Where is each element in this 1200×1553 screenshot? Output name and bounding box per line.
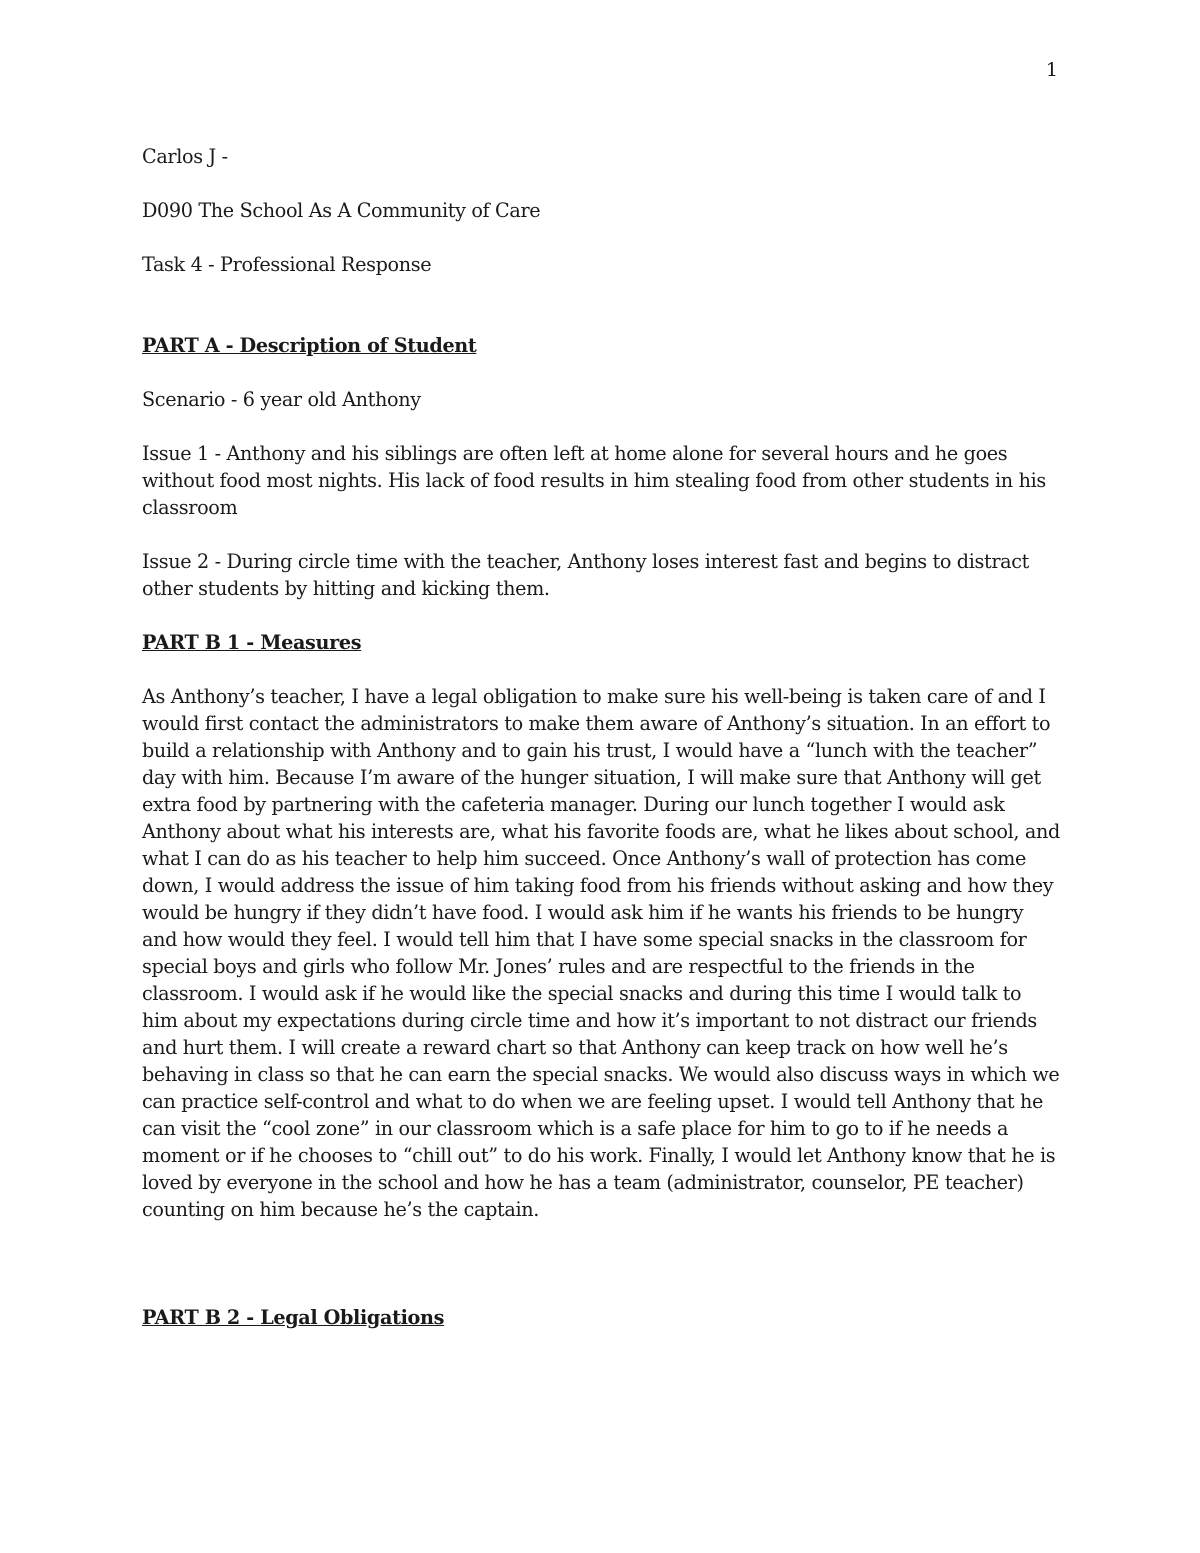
scenario-paragraph: Scenario - 6 year old Anthony	[142, 388, 421, 411]
part-b1-heading: PART B 1 - Measures	[142, 631, 362, 654]
part-b1-paragraph: As Anthony’s teacher, I have a legal obligation to make sure his well-being is taken care of and I would first contact the administrators to make them aware of Anthony’s situation. In an effort to build a relationship with Anthony and to gain his trust, I would have a “lunch with the teacher” day with him. Because I’m aware of the hunger situation, I will make sure that Anthony will get extra food by partnering with the cafeteria manager. During our lunch together I would ask Anthony about what his interests are, what his favorite foods are, what he likes about school, and what I can do as his teacher to help him succeed. Once Anthony’s wall of protection has come down, I would address the issue of him taking food from his friends without asking and how they would be hungry if they didn’t have food. I would ask him if he wants his friends to be hungry and how would they feel. I would tell him that I have some special snacks in the classroom for special boys and girls who follow Mr. Jones’ rules and are respectful to the friends in the classroom. I would ask if he would like the special snacks and during this time I would talk to him about my expectations during circle time and how it’s important to not distract our friends and hurt them. I will create a reward chart so that Anthony can keep track on how well he’s behaving in class so that he can earn the special snacks. We would also discuss ways in which we can practice self-control and what to do when we are feeling upset. I would tell Anthony that he can visit the “cool zone” in our classroom which is a safe place for him to go to if he needs a moment or if he chooses to “chill out” to do his work. Finally, I would let Anthony know that he is loved by everyone in the school and how he has a team (administrator, counselor, PE teacher) counting on him because he’s the captain.	[142, 685, 1060, 1221]
spacer	[142, 1223, 1060, 1304]
task-line: Task 4 - Professional Response	[142, 253, 432, 276]
spacer	[142, 278, 1060, 332]
document-body	[142, 143, 1060, 1358]
author-line: Carlos J -	[142, 145, 228, 168]
part-a-heading: PART A - Description of Student	[142, 334, 477, 357]
page-number: 1	[1045, 59, 1058, 81]
issue-1-paragraph: Issue 1 - Anthony and his siblings are often left at home alone for several hours and he goes without food most nights. His lack of food results in him stealing food from other students in his classroom	[142, 442, 1046, 519]
issue-2-paragraph: Issue 2 - During circle time with the teacher, Anthony loses interest fast and begins to distract other students by hitting and kicking them.	[142, 550, 1030, 600]
part-b2-heading: PART B 2 - Legal Obligations	[142, 1306, 445, 1329]
course-line: D090 The School As A Community of Care	[142, 199, 541, 222]
